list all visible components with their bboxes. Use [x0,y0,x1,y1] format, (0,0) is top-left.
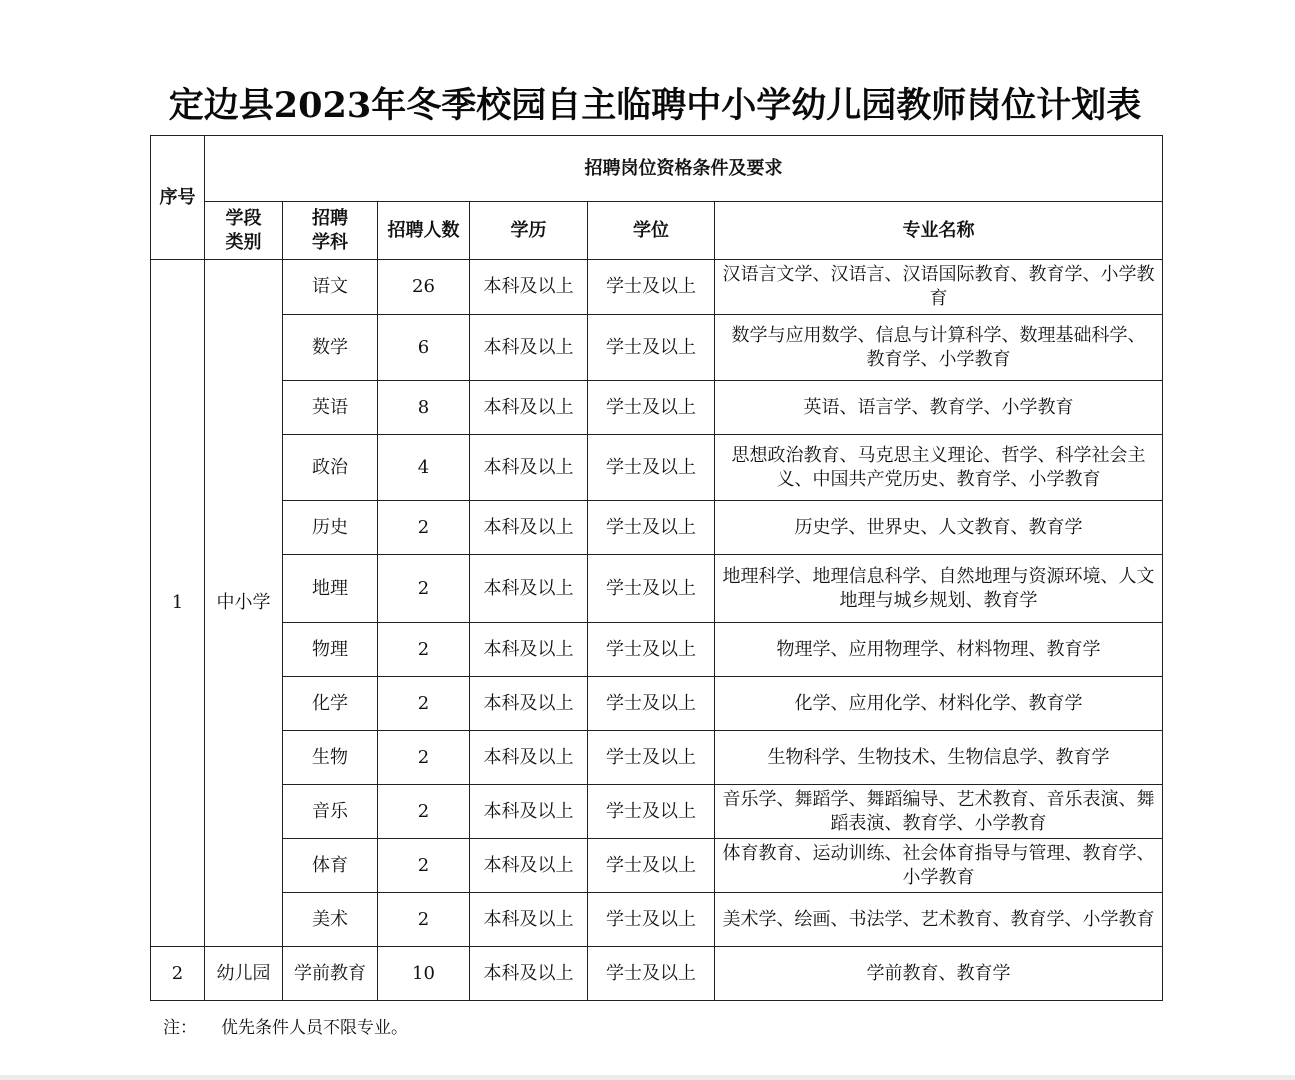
header-degree: 学位 [588,202,715,260]
cell-count: 2 [378,555,470,623]
cell-major: 美术学、绘画、书法学、艺术教育、教育学、小学教育 [715,893,1163,947]
table-row [151,555,1163,623]
cell-degree: 学士及以上 [588,435,715,501]
table-row [151,381,1163,435]
cell-education: 本科及以上 [470,839,588,893]
cell-education: 本科及以上 [470,315,588,381]
cell-major: 地理科学、地理信息科学、自然地理与资源环境、人文地理与城乡规划、教育学 [715,555,1163,623]
cell-subject: 物理 [283,623,378,677]
cell-degree: 学士及以上 [588,555,715,623]
cell-count: 8 [378,381,470,435]
cell-subject: 化学 [283,677,378,731]
header-seq: 序号 [151,136,205,260]
table-row [151,315,1163,381]
table-row [151,893,1163,947]
cell-major: 历史学、世界史、人文教育、教育学 [715,501,1163,555]
cell-subject: 英语 [283,381,378,435]
group-seq: 2 [151,947,205,1001]
cell-count: 6 [378,315,470,381]
cell-subject: 体育 [283,839,378,893]
cell-major: 数学与应用数学、信息与计算科学、数理基础科学、教育学、小学教育 [715,315,1163,381]
footnote-text: 优先条件人员不限专业。 [221,1018,408,1038]
cell-degree: 学士及以上 [588,501,715,555]
cell-subject: 音乐 [283,785,378,839]
footnote-label: 注： [163,1018,197,1038]
group-stage: 中小学 [205,260,283,947]
header-education: 学历 [470,202,588,260]
cell-degree: 学士及以上 [588,731,715,785]
cell-major: 汉语言文学、汉语言、汉语国际教育、教育学、小学教育 [715,260,1163,315]
cell-subject: 地理 [283,555,378,623]
cell-education: 本科及以上 [470,785,588,839]
group-stage: 幼儿园 [205,947,283,1001]
header-subject: 招聘学科 [283,202,378,260]
cell-degree: 学士及以上 [588,839,715,893]
table-row [151,785,1163,839]
cell-major: 生物科学、生物技术、生物信息学、教育学 [715,731,1163,785]
cell-education: 本科及以上 [470,731,588,785]
cell-degree: 学士及以上 [588,893,715,947]
cell-degree: 学士及以上 [588,260,715,315]
table-row [151,839,1163,893]
cell-count: 2 [378,893,470,947]
cell-education: 本科及以上 [470,947,588,1001]
table-row [151,260,1163,315]
cell-education: 本科及以上 [470,893,588,947]
cell-education: 本科及以上 [470,435,588,501]
cell-education: 本科及以上 [470,623,588,677]
table-row [151,501,1163,555]
cell-degree: 学士及以上 [588,677,715,731]
cell-subject: 历史 [283,501,378,555]
cell-education: 本科及以上 [470,677,588,731]
page-title: 定边县2023年冬季校园自主临聘中小学幼儿园教师岗位计划表 [168,85,1142,126]
header-group: 招聘岗位资格条件及要求 [205,136,1163,202]
cell-subject: 学前教育 [283,947,378,1001]
bottom-edge [0,1075,1295,1080]
cell-major: 思想政治教育、马克思主义理论、哲学、科学社会主义、中国共产党历史、教育学、小学教育 [715,435,1163,501]
cell-education: 本科及以上 [470,260,588,315]
table-row [151,677,1163,731]
cell-education: 本科及以上 [470,501,588,555]
cell-major: 英语、语言学、教育学、小学教育 [715,381,1163,435]
cell-degree: 学士及以上 [588,785,715,839]
cell-count: 10 [378,947,470,1001]
cell-major: 化学、应用化学、材料化学、教育学 [715,677,1163,731]
cell-degree: 学士及以上 [588,623,715,677]
cell-major: 音乐学、舞蹈学、舞蹈编导、艺术教育、音乐表演、舞蹈表演、教育学、小学教育 [715,785,1163,839]
cell-education: 本科及以上 [470,381,588,435]
cell-subject: 美术 [283,893,378,947]
cell-count: 2 [378,839,470,893]
cell-count: 2 [378,677,470,731]
cell-degree: 学士及以上 [588,315,715,381]
cell-subject: 政治 [283,435,378,501]
recruitment-plan-table [150,135,1163,1001]
cell-degree: 学士及以上 [588,381,715,435]
header-major: 专业名称 [715,202,1163,260]
cell-subject: 数学 [283,315,378,381]
table-row [151,435,1163,501]
header-count: 招聘人数 [378,202,470,260]
cell-count: 26 [378,260,470,315]
group-seq: 1 [151,260,205,947]
table-row [151,947,1163,1001]
table-row [151,623,1163,677]
cell-count: 2 [378,785,470,839]
cell-major: 体育教育、运动训练、社会体育指导与管理、教育学、小学教育 [715,839,1163,893]
cell-degree: 学士及以上 [588,947,715,1001]
cell-subject: 生物 [283,731,378,785]
cell-count: 2 [378,501,470,555]
cell-count: 4 [378,435,470,501]
footnote [163,1013,408,1038]
cell-subject: 语文 [283,260,378,315]
cell-education: 本科及以上 [470,555,588,623]
header-stage: 学段类别 [205,202,283,260]
cell-major: 物理学、应用物理学、材料物理、教育学 [715,623,1163,677]
cell-major: 学前教育、教育学 [715,947,1163,1001]
cell-count: 2 [378,623,470,677]
cell-count: 2 [378,731,470,785]
table-row [151,731,1163,785]
